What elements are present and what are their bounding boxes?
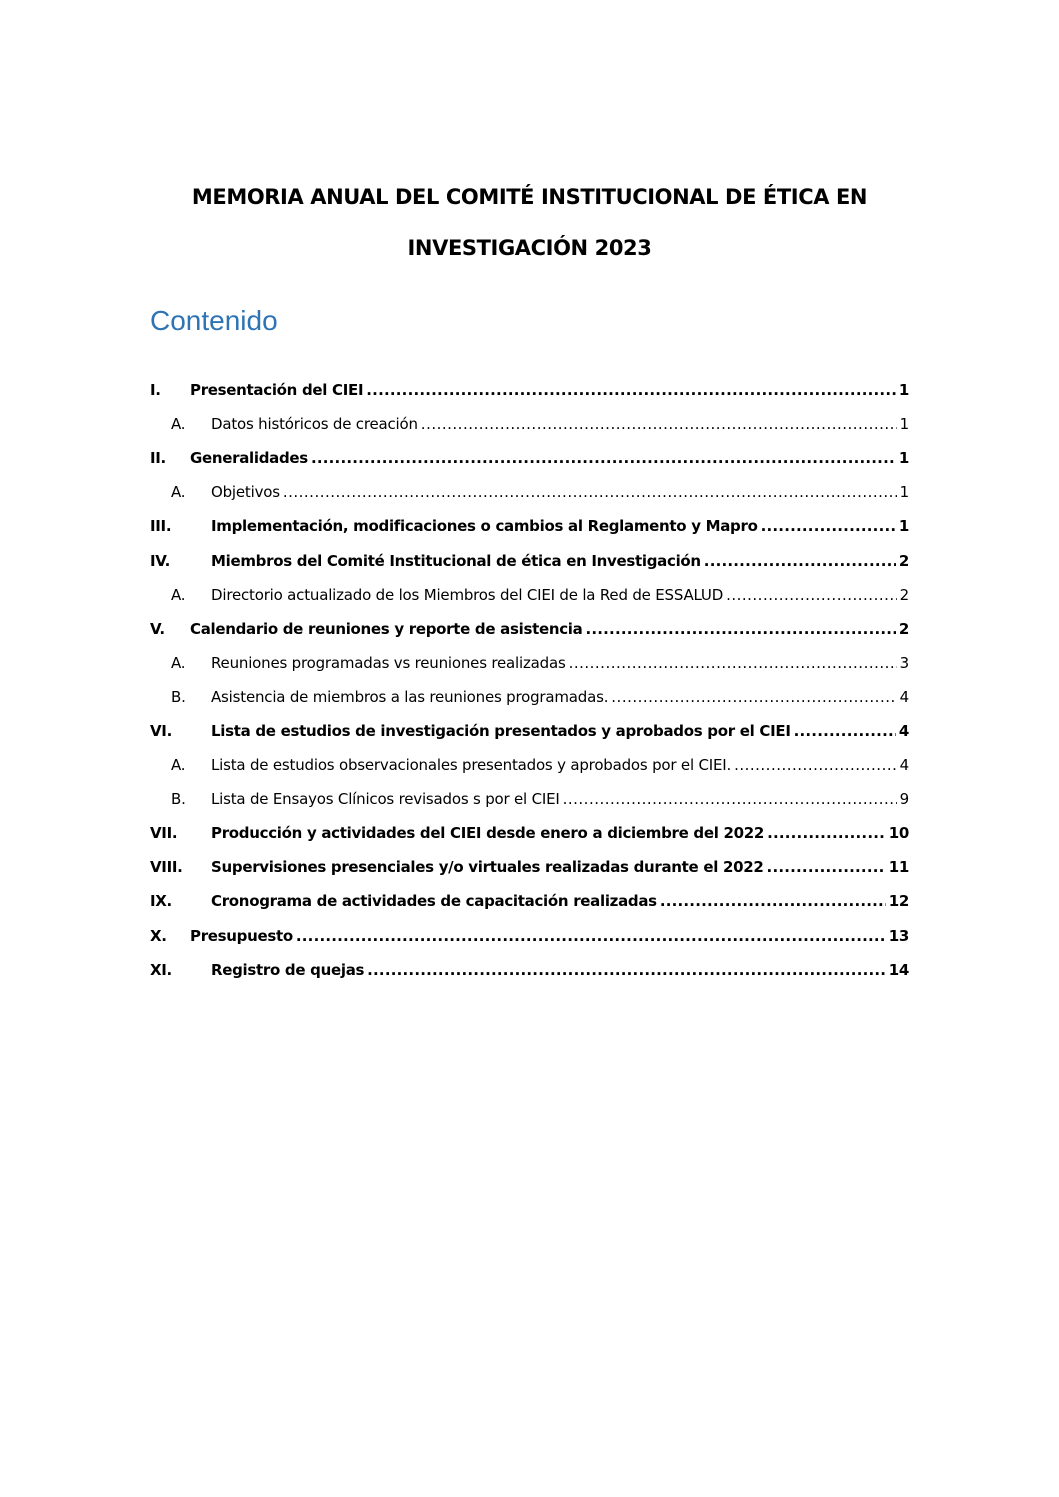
toc-entry-iv[interactable] [150,543,909,577]
toc-heading: Contenido [150,305,278,336]
toc-entry-title: Registro de quejas [211,960,365,979]
toc-entry-number: IV. [150,551,171,570]
toc-dot-leader [283,483,897,501]
toc-entry-number: I. [150,381,161,400]
toc-entry-page: 1 [898,517,909,536]
toc-dot-leader [366,381,896,399]
toc-entry-title: Reuniones programadas vs reuniones realizadas [211,653,566,672]
toc-entry-iii[interactable] [150,509,909,543]
toc-entry-page: 12 [888,892,909,911]
toc-entry-page: 13 [888,926,909,945]
toc-entry-vi-a[interactable] [150,748,909,782]
toc-entry-x[interactable] [150,919,909,953]
toc-entry-title: Directorio actualizado de los Miembros del CIEI de la Red de ESSALUD [211,585,724,604]
toc-entry-ii[interactable] [150,441,909,475]
toc-entry-page: 9 [899,790,909,809]
toc-entry-title: Cronograma de actividades de capacitación realizadas [211,892,657,911]
toc-dot-leader [704,552,896,570]
toc-dot-leader [569,654,897,672]
toc-entry-title: Generalidades [190,449,308,468]
toc-entry-title: Lista de estudios observacionales presentados y aprobados por el CIEI. [211,756,732,775]
toc-dot-leader [726,586,897,604]
toc-dot-leader [734,756,897,774]
toc-entry-number: A. [171,415,186,434]
toc-entry-ii-a[interactable] [150,475,909,509]
toc-entry-page: 1 [898,449,909,468]
toc-entry-number: A. [171,653,186,672]
toc-entry-title: Asistencia de miembros a las reuniones programadas. [211,687,609,706]
toc-dot-leader [767,824,886,842]
toc-entry-number: VII. [150,824,178,843]
toc-entry-number: B. [171,687,186,706]
toc-dot-leader [585,620,895,638]
toc-entry-i-a[interactable] [150,407,909,441]
toc-entry-xi[interactable] [150,953,909,987]
toc-entry-title: Miembros del Comité Institucional de ética en Investigación [211,551,701,570]
toc-entry-title: Presentación del CIEI [190,381,364,400]
toc-entry-page: 4 [899,756,909,775]
toc-dot-leader [761,517,896,535]
toc-entry-iv-a[interactable] [150,578,909,612]
toc-entry-title: Calendario de reuniones y reporte de asistencia [190,619,583,638]
toc-entry-page: 2 [899,585,909,604]
table-of-contents [150,373,909,987]
toc-entry-number: VIII. [150,858,183,877]
toc-dot-leader [296,927,886,945]
toc-entry-page: 3 [899,653,909,672]
toc-entry-page: 2 [898,619,909,638]
toc-entry-number: II. [150,449,166,468]
toc-dot-leader [421,415,897,433]
toc-dot-leader [794,722,896,740]
toc-entry-vii[interactable] [150,816,909,850]
document-title-line2: INVESTIGACIÓN 2023 [407,236,652,260]
toc-entry-page: 1 [899,415,909,434]
toc-entry-number: A. [171,756,186,775]
toc-entry-number: XI. [150,960,172,979]
toc-entry-title: Implementación, modificaciones o cambios al Reglamento y Mapro [211,517,758,536]
toc-entry-page: 1 [899,483,909,502]
toc-entry-title: Presupuesto [190,926,293,945]
toc-entry-page: 4 [899,687,909,706]
toc-entry-number: III. [150,517,172,536]
toc-entry-number: B. [171,790,186,809]
toc-entry-title: Lista de estudios de investigación presentados y aprobados por el CIEI [211,721,791,740]
document-title-line1: MEMORIA ANUAL DEL COMITÉ INSTITUCIONAL DE ÉTICA EN [191,185,868,209]
toc-entry-viii[interactable] [150,850,909,884]
toc-entry-number: IX. [150,892,172,911]
toc-entry-page: 4 [898,721,909,740]
toc-entry-page: 10 [888,824,909,843]
toc-entry-v-a[interactable] [150,646,909,680]
toc-entry-v[interactable] [150,612,909,646]
toc-entry-title: Lista de Ensayos Clínicos revisados s por el CIEI [211,790,560,809]
toc-dot-leader [367,961,886,979]
toc-entry-title: Datos históricos de creación [211,415,418,434]
toc-entry-page: 1 [898,381,909,400]
toc-entry-number: VI. [150,721,172,740]
toc-entry-title: Supervisiones presenciales y/o virtuales realizadas durante el 2022 [211,858,764,877]
toc-entry-number: V. [150,619,165,638]
toc-entry-v-b[interactable] [150,680,909,714]
toc-entry-i[interactable] [150,373,909,407]
toc-entry-page: 2 [898,551,909,570]
toc-dot-leader [767,858,886,876]
toc-entry-number: A. [171,483,186,502]
toc-entry-page: 14 [888,960,909,979]
toc-entry-vi[interactable] [150,714,909,748]
toc-entry-title: Producción y actividades del CIEI desde enero a diciembre del 2022 [211,824,765,843]
toc-dot-leader [311,449,896,467]
toc-entry-number: A. [171,585,186,604]
toc-entry-number: X. [150,926,167,945]
toc-dot-leader [660,892,886,910]
toc-dot-leader [563,790,897,808]
toc-entry-page: 11 [888,858,909,877]
toc-entry-vi-b[interactable] [150,782,909,816]
toc-entry-ix[interactable] [150,884,909,918]
toc-entry-title: Objetivos [211,483,280,502]
toc-dot-leader [611,688,896,706]
